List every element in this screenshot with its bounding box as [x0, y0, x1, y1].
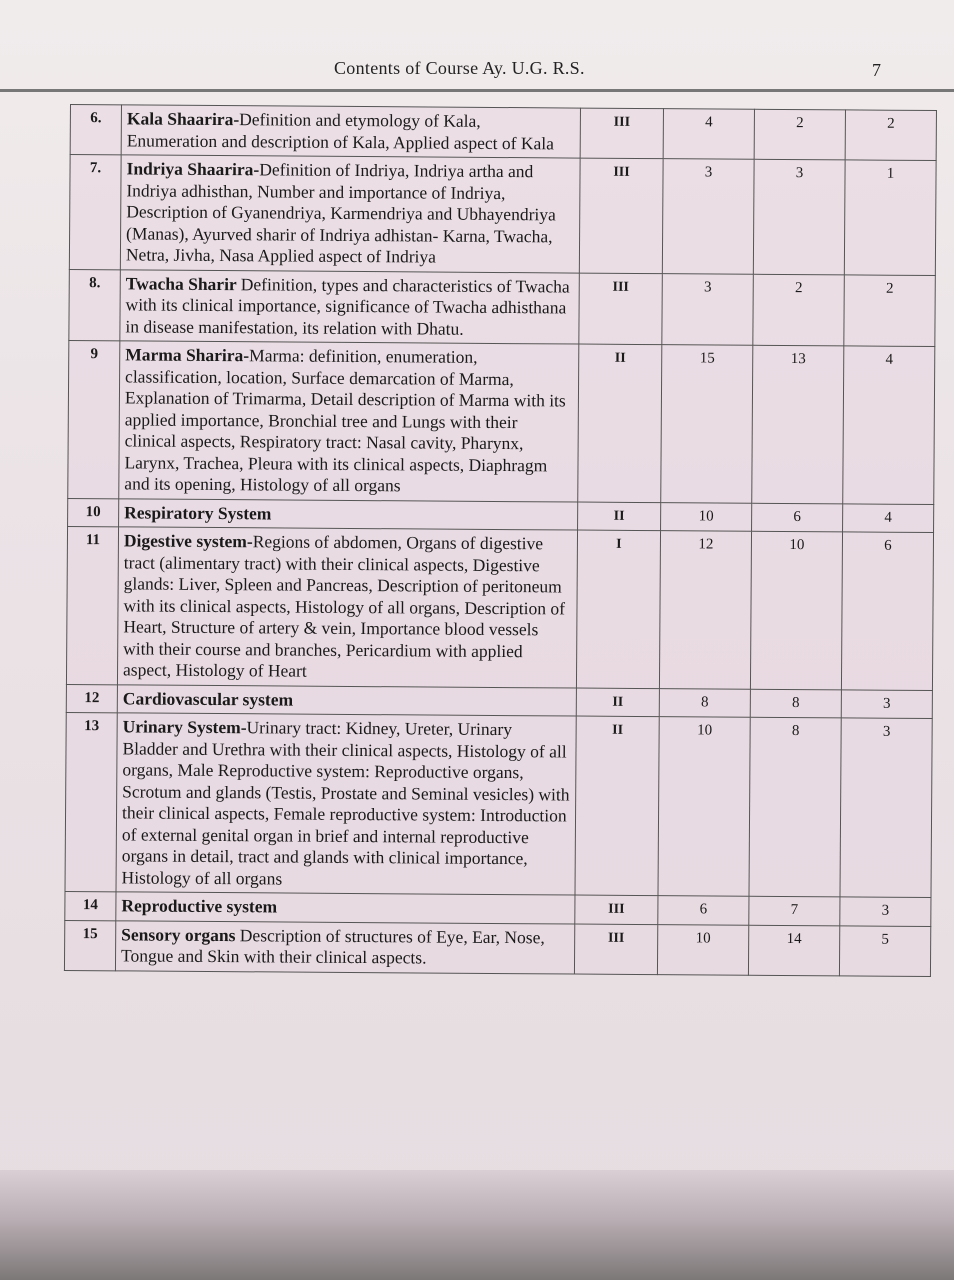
syllabus-table [64, 104, 937, 977]
count-cell-2: 8 [749, 717, 841, 897]
topic-description: Definition and etymology of Kala, Enumeration and description of Kala, Applied aspect of Kala [126, 109, 554, 153]
topic-description: Description of structures of Eye, Ear, Nose, Tongue and Skin with their clinical aspects. [120, 924, 545, 968]
row-number: 7. [69, 155, 121, 270]
table-row [69, 269, 935, 347]
topic-description-cell [115, 920, 574, 973]
count-cell-3: 6 [841, 532, 933, 690]
count-cell-3: 3 [840, 897, 931, 926]
year-cell: I [576, 530, 660, 688]
count-cell-3: 3 [840, 718, 932, 898]
row-number: 8. [69, 269, 120, 341]
count-cell-3: 1 [844, 160, 936, 275]
count-cell-2: 14 [748, 925, 839, 976]
count-cell-1: 15 [661, 345, 753, 503]
topic-title: Cardiovascular system [122, 687, 294, 710]
topic-title: Kala Shaarira- [126, 108, 240, 130]
year-cell: III [580, 108, 663, 159]
count-cell-2: 8 [750, 689, 841, 718]
table-row [68, 340, 935, 504]
year-cell: III [579, 273, 662, 345]
topic-description-cell [120, 269, 579, 344]
topic-description-cell [116, 713, 576, 895]
count-cell-2: 7 [749, 896, 840, 925]
count-cell-1: 10 [658, 717, 750, 897]
row-number: 13 [65, 712, 117, 891]
count-cell-3: 4 [843, 503, 934, 532]
topic-title: Respiratory System [124, 501, 272, 523]
year-cell: II [578, 344, 662, 502]
topic-title: Twacha Sharir [125, 272, 241, 294]
count-cell-3: 2 [844, 274, 935, 346]
topic-description: Urinary tract: Kidney, Ureter, Urinary Bladder and Urethra with their clinical aspects, Histology of all organs, Male Reproductive system: Reproductive organs, Scrotum and glands (Testis, Prostate and Seminal vesicles) with their clinical aspects, Female reproductive system: Introduction of external genital organ in brief and internal reproductive organs in detail, tract and glands with clinical importance, Histology of all organs [121, 717, 570, 888]
count-cell-2: 10 [750, 531, 842, 689]
count-cell-2: 3 [753, 159, 845, 274]
header-rule [0, 89, 954, 92]
topic-title: Indriya Shaarira- [126, 158, 260, 180]
count-cell-1: 6 [658, 896, 749, 925]
year-cell: III [579, 158, 663, 273]
topic-description-cell [120, 155, 580, 273]
topic-description: Definition of Indriya, Indriya artha and Indriya adhisthan, Number and importance of Indriya, Description of Gyanendriya, Karmendriya and Ubhayendriya (Manas), Ayurved sharir of Indriya adhistan- Karna, Twacha, Netra, Jivha, Nasa Applied aspect of Indriya [125, 159, 556, 267]
count-cell-3: 2 [845, 110, 936, 161]
syllabus-table-body [64, 105, 936, 977]
count-cell-3: 3 [841, 689, 932, 718]
count-cell-1: 10 [657, 924, 748, 975]
topic-title: Marma Sharira- [125, 344, 250, 366]
row-number: 11 [66, 526, 118, 684]
year-cell: II [576, 688, 659, 717]
year-cell: II [575, 716, 659, 896]
topic-description-cell [117, 527, 577, 688]
page-title: Contents of Course Ay. U.G. R.S. [334, 58, 585, 78]
topic-description-cell [119, 341, 579, 502]
count-cell-3: 4 [843, 346, 935, 504]
topic-title: Sensory organs [121, 923, 240, 945]
topic-title: Urinary System- [122, 716, 247, 738]
row-number: 12 [66, 684, 117, 713]
count-cell-1: 12 [659, 531, 751, 689]
topic-title: Reproductive system [121, 895, 278, 917]
table-row [70, 105, 936, 161]
topic-description: Regions of abdomen, Organs of digestive tract (alimentary tract) with their clinical aspects, Digestive glands: Liver, Spleen and Pancreas, Description of peritoneum with its clinical aspects, Histology of all organs, Description of Heart, Structure of artery & vein, Importance blood vessels with their course and branches, Pericardium with applied aspect, Histology of Heart [122, 531, 566, 681]
count-cell-1: 3 [662, 273, 753, 345]
row-number: 9 [68, 340, 120, 498]
row-number: 10 [68, 498, 119, 527]
page-bottom-shadow [0, 1170, 954, 1280]
topic-description-cell [119, 498, 578, 530]
topic-description: Definition, types and characteristics of Twacha with its clinical importance, significance of Twacha adhisthana in disease manifestation, its relation with Dhatu. [125, 273, 570, 339]
table-row [69, 155, 936, 276]
page-number: 7 [872, 60, 881, 80]
row-number: 14 [65, 891, 116, 920]
topic-description-cell [117, 684, 576, 716]
topic-description-cell [116, 892, 575, 924]
syllabus-table-wrapper [64, 104, 895, 976]
topic-description-cell [121, 105, 580, 158]
year-cell: III [574, 924, 657, 975]
count-cell-1: 10 [661, 502, 752, 531]
topic-title: Digestive system- [123, 530, 253, 552]
count-cell-2: 13 [752, 345, 844, 503]
count-cell-1: 4 [663, 109, 754, 160]
table-row [66, 526, 933, 690]
year-cell: II [578, 502, 661, 531]
topic-description: Marma: definition, enumeration, classification, location, Surface demarcation of Marma, Explanation of Trimarma, Detail description of Marma with its applied importance, Bronchial tree and Lungs with their clinical aspects, Respiratory tract: Nasal cavity, Pharynx, Larynx, Trachea, Pleura with its clinical aspects, Diaphragm and its opening, Histology of all organs [124, 345, 566, 496]
table-row [65, 712, 932, 897]
row-number: 6. [70, 105, 121, 155]
year-cell: III [575, 895, 658, 924]
table-row [64, 920, 930, 976]
count-cell-1: 8 [659, 688, 750, 717]
page-header [0, 58, 954, 86]
count-cell-2: 2 [754, 109, 845, 160]
count-cell-2: 2 [753, 274, 844, 346]
count-cell-3: 5 [839, 925, 930, 976]
row-number: 15 [64, 920, 115, 970]
count-cell-1: 3 [662, 159, 754, 274]
count-cell-2: 6 [752, 503, 843, 532]
